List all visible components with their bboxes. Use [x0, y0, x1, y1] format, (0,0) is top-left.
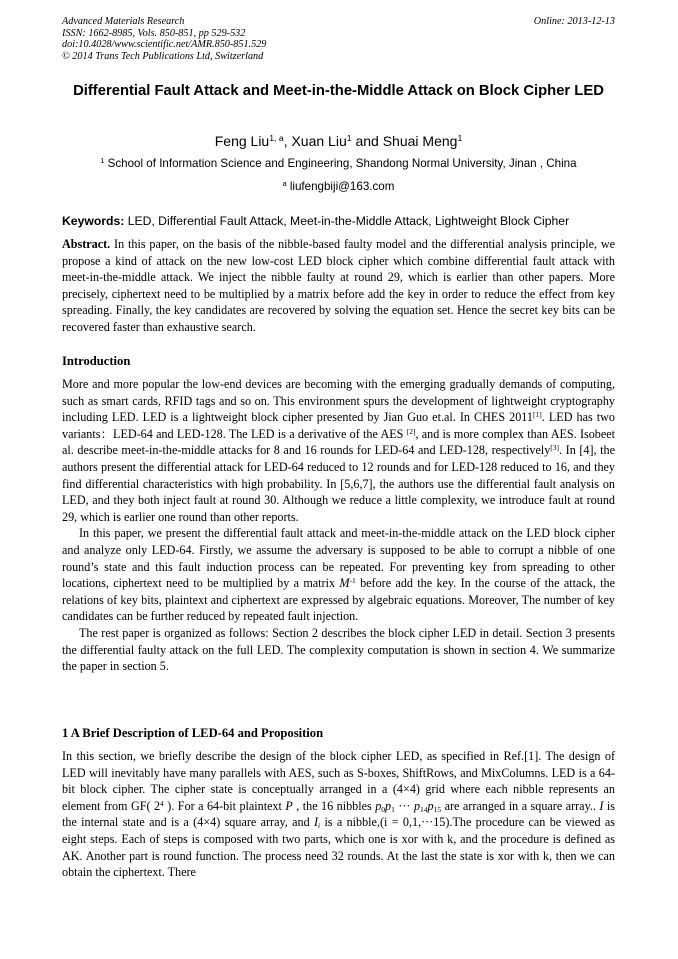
math-nibble: p	[375, 798, 382, 813]
online-date: Online: 2013-12-13	[533, 16, 615, 27]
author-email: $^a$ liufengbiji@163.com	[282, 179, 395, 193]
keywords-label: Keywords:	[62, 214, 125, 228]
journal-header	[62, 16, 615, 62]
author-name: Feng Liu	[214, 133, 270, 149]
doi-line: doi:10.4028/www.scientific.net/AMR.850-851.529	[62, 39, 267, 51]
abstract-label: Abstract.	[62, 237, 111, 251]
section-heading-introduction: Introduction	[62, 354, 131, 368]
author-list: Feng Liu$^{1, a}$, Xuan Liu$^1$ and Shuai Meng$^1$	[214, 133, 463, 149]
copyright-line: © 2014 Trans Tech Publications Ltd, Switzerland	[62, 50, 264, 62]
citation-ref: [3]	[550, 443, 560, 453]
author-name: Shuai Meng	[382, 133, 458, 149]
author-affil-mark: 1	[457, 133, 463, 144]
author-affil-mark: 1, a	[269, 133, 284, 144]
paragraph: In this section, we briefly describe the design of the block cipher LED, as specified in Ref.[1]. The design of LED will inevitably have many parallels with AES, such as S-boxes, ShiftRows, and MixColumns. LED is a 64-bit block cipher. The cipher state is conceptually arranged in a (4×4) grid where each nibble represents an element from GF( $2^4$ ). For a 64-bit plaintext P , the 16 nibbles $p_0p_1$ ··· $p_{14}p_{15}$ are arranged in a square array.. I is the internal state and is a (4×4) square array, and $I_i$ is a nibble,(i = 0,1,···15).The procedure can be viewed as eight steps. Each of steps is composed with two parts, which one is xor with k, and the procedure is defined as AK. Another part is round function. The process need 32 rounds. At the last the state is xor with k, then we can obtain the ciphertext. There	[62, 749, 615, 880]
citation-ref: [1]	[532, 410, 542, 420]
author-affil-mark: 1	[346, 133, 352, 144]
paragraph: The rest paper is organized as follows: Section 2 describes the block cipher LED in detail. Section 3 presents the differential faulty attack on the full LED. The complexity computation is shown in section 4. We summarize the paper in section 5.	[62, 625, 615, 674]
affiliation: $^1$ School of Information Science and Engineering, Shandong Normal University, Jinan , China	[100, 156, 577, 170]
issn-line: ISSN: 1662-8985, Vols. 850-851, pp 529-532	[62, 27, 246, 39]
introduction-body	[62, 376, 615, 675]
keywords-text: LED, Differential Fault Attack, Meet-in-the-Middle Attack, Lightweight Block Cipher	[124, 214, 570, 228]
citation-ref: [2]	[406, 426, 416, 436]
math-index-range: (i = 0,1,···15)	[379, 815, 450, 830]
abstract	[62, 236, 615, 336]
math-state: I	[599, 798, 604, 813]
keywords	[62, 214, 615, 229]
author-name: Xuan Liu	[291, 133, 347, 149]
section-body	[62, 748, 615, 881]
math-gf-base: 2	[153, 798, 161, 813]
journal-name: Advanced Materials Research	[62, 16, 185, 27]
math-matrix: M	[339, 576, 350, 591]
paragraph: More and more popular the low-end devices are becoming with the emerging gradually demands of computing, such as smart cards, RFID tags and so on. This environment spurs the development of lightweight cryptography including LED. LED is a lightweight block cipher presented by Jian Guo et.al. In CHES 2011[1]. LED has two variants：LED-64 and LED-128. The LED is a derivative of the AES [2], and is more complex than AES. Isobeet al. describe meet-in-the-middle attacks for 8 and 16 rounds for LED-64 and LED-128, respectively[3]. In [4], the authors present the differential attack for LED-64 reduced to 12 rounds and for LED-128 reduced to 16, and they find differential characteristics with high probability. In [5,6,7], the authors use the differential fault analysis on LED, and they both inject fault at round 30. Although we reduce a little complexity, we introduce fault at round 29, which is earlier one round than other reports.	[62, 377, 616, 524]
math-plaintext: P	[285, 798, 293, 813]
paragraph: In this paper, we present the differential fault attack and meet-in-the-middle attack on the LED block cipher and analyze only LED-64. Firstly, we assume the adversary is supposed to be able to corrupt a nibble of one round’s state and this fault induction process can be repeated. For preventing key from spreading to other locations, ciphertext need to be multiplied by a matrix $M^{-1}$ before add the key. In the course of the attack, the relations of key bits, plaintext and ciphertext are expressed by algebraic equations. Moreover, The number of key candidates can be further reduced by repeated fault injection.	[62, 526, 616, 624]
paper-title: Differential Fault Attack and Meet-in-the-Middle Attack on Block Cipher LED	[73, 83, 604, 99]
section-heading-led-description: 1 A Brief Description of LED-64 and Proposition	[62, 726, 324, 740]
abstract-text: In this paper, on the basis of the nibble-based faulty model and the differential analysis principle, we propose a kind of attack on the new low-cost LED block cipher which combine differential fault attack with meet-in-the-middle attack. We inject the nibble faulty at round 29, which is earlier than other papers. More precisely, ciphertext need to be multiplied by a matrix before add the key in order to reduce the effect from key spreading. Finally, the key candidates are recovered by solving the equation set. Hence the secret key bits can be recovered faster than exhaustive search.	[62, 237, 615, 334]
